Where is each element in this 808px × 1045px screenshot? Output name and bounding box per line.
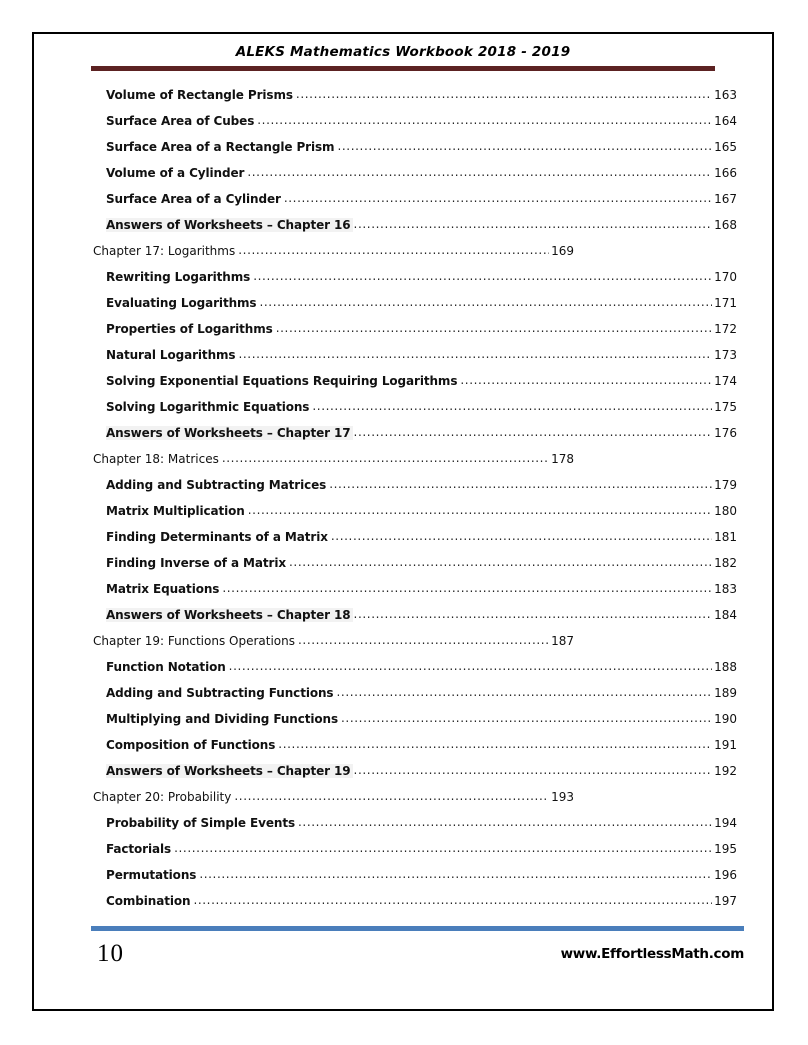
toc-entry-row[interactable] [32,763,774,789]
toc-page-number: 176 [714,426,737,440]
toc-entry-row[interactable] [32,269,774,295]
toc-entry-label: Probability of Simple Events [106,816,296,830]
toc-dot-leader [284,191,712,203]
toc-entry-row[interactable] [32,503,774,529]
toc-entry-label: Answers of Worksheets – Chapter 17 [106,426,351,440]
toc-dot-leader [229,659,712,671]
toc-page-number: 187 [551,634,574,648]
toc-page-number: 164 [714,114,737,128]
toc-chapter-row[interactable] [32,451,774,477]
toc-entry-label: Permutations [106,868,197,882]
toc-chapter-row[interactable] [32,789,774,815]
toc-dot-leader [257,113,712,125]
toc-entry-label: Volume of a Cylinder [106,166,245,180]
table-of-contents [32,87,774,919]
toc-dot-leader [193,893,712,905]
toc-dot-leader [253,269,712,281]
toc-entry-row[interactable] [32,399,774,425]
toc-entry-label: Surface Area of a Cylinder [106,192,281,206]
toc-entry-row[interactable] [32,113,774,139]
toc-page-number: 179 [714,478,737,492]
toc-dot-leader [298,633,549,645]
toc-entry-label: Solving Exponential Equations Requiring Logarithms [106,374,458,388]
toc-entry-row[interactable] [32,607,774,633]
toc-entry-row[interactable] [32,659,774,685]
toc-entry-row[interactable] [32,347,774,373]
toc-dot-leader [238,243,549,255]
toc-entry-row[interactable] [32,893,774,919]
toc-page-number: 188 [714,660,737,674]
running-footer [91,926,744,969]
toc-page-number: 165 [714,140,737,154]
toc-dot-leader [174,841,712,853]
toc-page-number: 191 [714,738,737,752]
toc-entry-label: Properties of Logarithms [106,322,273,336]
toc-page-number: 195 [714,842,737,856]
toc-entry-row[interactable] [32,555,774,581]
toc-page-number: 163 [714,88,737,102]
toc-entry-label: Solving Logarithmic Equations [106,400,310,414]
toc-dot-leader [298,815,712,827]
toc-page-number: 182 [714,556,737,570]
toc-entry-row[interactable] [32,425,774,451]
toc-dot-leader [354,217,712,229]
toc-dot-leader [337,139,712,151]
toc-entry-label: Rewriting Logarithms [106,270,251,284]
toc-page-number: 171 [714,296,737,310]
toc-page-number: 166 [714,166,737,180]
toc-dot-leader [238,347,712,359]
footer-website: www.EffortlessMath.com [560,946,744,962]
toc-dot-leader [329,477,712,489]
toc-page-number: 173 [714,348,737,362]
toc-dot-leader [276,321,712,333]
toc-entry-row[interactable] [32,295,774,321]
toc-page-number: 167 [714,192,737,206]
toc-entry-row[interactable] [32,581,774,607]
toc-page-number: 183 [714,582,737,596]
toc-dot-leader [199,867,712,879]
toc-dot-leader [312,399,712,411]
toc-dot-leader [222,581,712,593]
toc-dot-leader [259,295,712,307]
toc-dot-leader [331,529,712,541]
toc-chapter-row[interactable] [32,243,774,269]
toc-entry-label: Adding and Subtracting Functions [106,686,334,700]
toc-entry-label: Function Notation [106,660,226,674]
toc-entry-label: Composition of Functions [106,738,276,752]
toc-entry-label: Matrix Multiplication [106,504,245,518]
toc-entry-row[interactable] [32,321,774,347]
toc-entry-label: Natural Logarithms [106,348,236,362]
toc-dot-leader [354,607,712,619]
toc-entry-row[interactable] [32,711,774,737]
toc-chapter-row[interactable] [32,633,774,659]
toc-entry-row[interactable] [32,841,774,867]
toc-entry-label: Finding Inverse of a Matrix [106,556,286,570]
toc-page-number: 184 [714,608,737,622]
toc-page-number: 174 [714,374,737,388]
page-content-area [32,32,774,1011]
toc-entry-label: Finding Determinants of a Matrix [106,530,328,544]
toc-page-number: 189 [714,686,737,700]
toc-entry-row[interactable] [32,191,774,217]
toc-entry-row[interactable] [32,217,774,243]
toc-page-number: 190 [714,712,737,726]
toc-entry-label: Surface Area of a Rectangle Prism [106,140,335,154]
toc-page-number: 180 [714,504,737,518]
toc-dot-leader [336,685,712,697]
toc-entry-row[interactable] [32,139,774,165]
toc-entry-label: Factorials [106,842,172,856]
toc-page-number: 175 [714,400,737,414]
toc-entry-label: Surface Area of Cubes [106,114,255,128]
running-header [91,44,715,71]
toc-dot-leader [247,165,712,177]
toc-page-number: 196 [714,868,737,882]
toc-entry-row[interactable] [32,477,774,503]
footer-page-number: 10 [97,940,124,967]
toc-page-number: 194 [714,816,737,830]
toc-entry-row[interactable] [32,373,774,399]
toc-entry-label: Chapter 18: Matrices [93,452,219,466]
toc-dot-leader [278,737,712,749]
toc-page-number: 169 [551,244,574,258]
toc-dot-leader [296,87,712,99]
toc-entry-row[interactable] [32,867,774,893]
toc-dot-leader [460,373,712,385]
toc-page-number: 192 [714,764,737,778]
toc-entry-row[interactable] [32,815,774,841]
toc-entry-label: Answers of Worksheets – Chapter 19 [106,764,351,778]
footer-content [91,939,744,969]
toc-page-number: 181 [714,530,737,544]
header-rule [91,66,715,71]
toc-entry-row[interactable] [32,529,774,555]
toc-dot-leader [354,763,712,775]
toc-entry-label: Volume of Rectangle Prisms [106,88,293,102]
toc-entry-row[interactable] [32,165,774,191]
toc-dot-leader [341,711,712,723]
toc-entry-label: Answers of Worksheets – Chapter 18 [106,608,351,622]
toc-entry-label: Chapter 20: Probability [93,790,232,804]
toc-page-number: 193 [551,790,574,804]
toc-dot-leader [354,425,712,437]
toc-entry-label: Evaluating Logarithms [106,296,257,310]
toc-dot-leader [234,789,549,801]
toc-entry-label: Combination [106,894,191,908]
footer-rule [91,926,744,931]
toc-dot-leader [248,503,712,515]
toc-entry-label: Matrix Equations [106,582,220,596]
toc-entry-row[interactable] [32,685,774,711]
toc-page-number: 172 [714,322,737,336]
toc-entry-row[interactable] [32,87,774,113]
toc-entry-label: Multiplying and Dividing Functions [106,712,339,726]
toc-entry-row[interactable] [32,737,774,763]
toc-entry-label: Chapter 17: Logarithms [93,244,236,258]
toc-entry-label: Answers of Worksheets – Chapter 16 [106,218,351,232]
toc-page-number: 170 [714,270,737,284]
toc-entry-label: Adding and Subtracting Matrices [106,478,327,492]
page-title: ALEKS Mathematics Workbook 2018 - 2019 [235,44,571,60]
toc-page-number: 178 [551,452,574,466]
toc-page-number: 197 [714,894,737,908]
toc-page-number: 168 [714,218,737,232]
toc-dot-leader [222,451,549,463]
toc-dot-leader [289,555,712,567]
toc-entry-label: Chapter 19: Functions Operations [93,634,295,648]
